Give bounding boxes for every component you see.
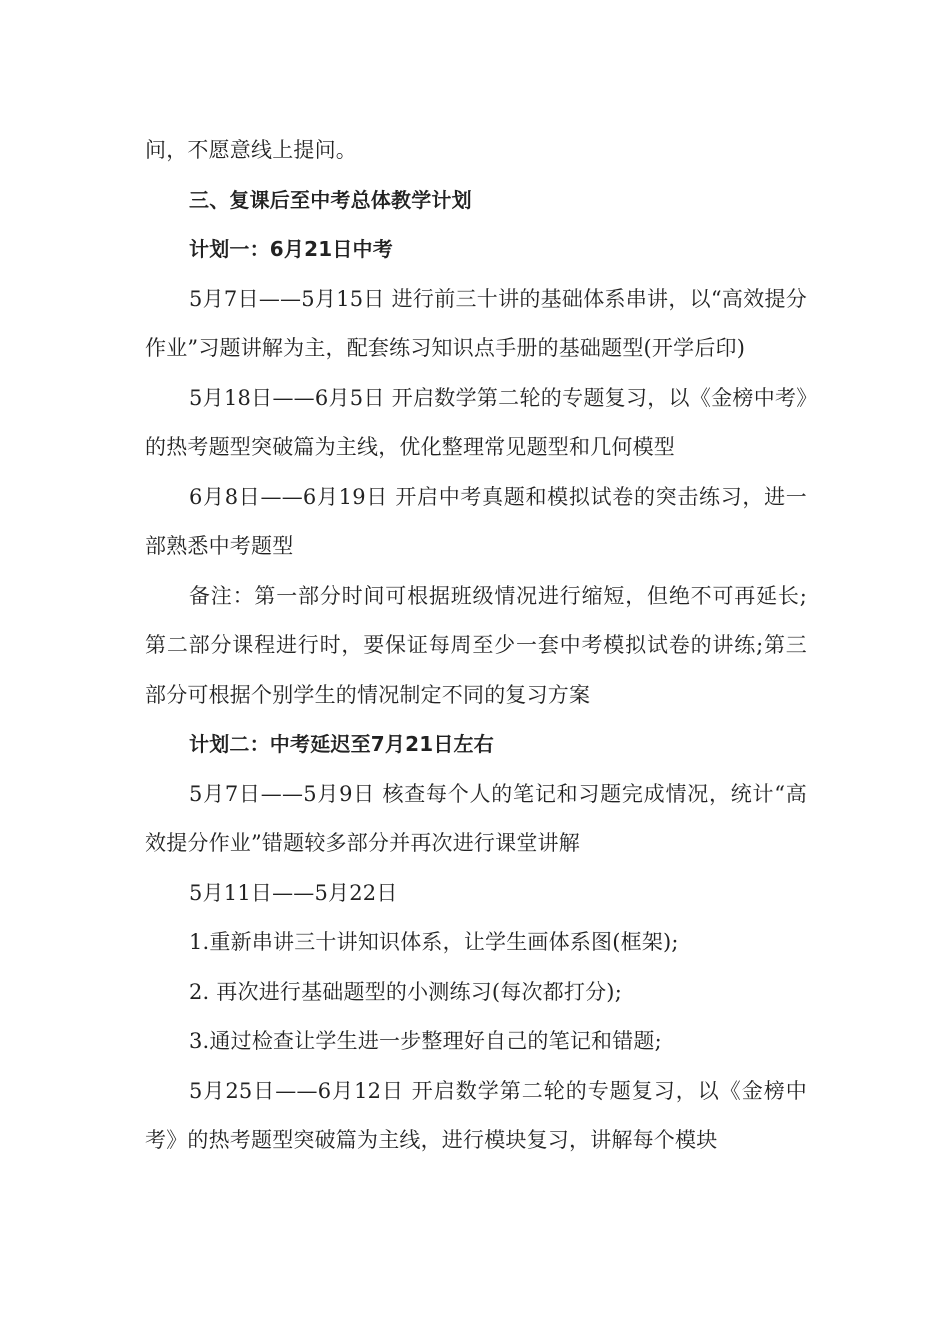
- plan-two-phase-one: 5月7日——5月9日 核查每个人的笔记和习题完成情况，统计“高效提分作业”错题较多部分并再次进行课堂讲解: [145, 781, 807, 855]
- section-heading: 三、复课后至中考总体教学计划: [189, 187, 472, 212]
- plan-two-list-item-1: 1.重新串讲三十讲知识体系，让学生画体系图(框架);: [189, 930, 679, 954]
- plan-two-list-item-3: 3.通过检查让学生进一步整理好自己的笔记和错题;: [189, 1029, 662, 1053]
- plan-one-note: 备注：第一部分时间可根据班级情况进行缩短，但绝不可再延长;第二部分课程进行时，要保证每周至少一套中考模拟试卷的讲练;第三部分可根据个别学生的情况制定不同的复习方案: [145, 583, 807, 707]
- plan-two-heading: 计划二：中考延迟至7月21日左右: [189, 732, 494, 756]
- plan-one-heading: 计划一：6月21日中考: [189, 237, 393, 261]
- plan-two-phase-two-dates: 5月11日——5月22日: [189, 880, 398, 905]
- plan-one-phase-three: 6月8日——6月19日 开启中考真题和模拟试卷的突击练习，进一部熟悉中考题型: [145, 484, 807, 558]
- paragraph-continuation: 问，不愿意线上提问。: [145, 138, 357, 162]
- plan-two-list-item-2: 2. 再次进行基础题型的小测练习(每次都打分);: [189, 979, 622, 1004]
- plan-one-phase-two: 5月18日——6月5日 开启数学第二轮的专题复习，以《金榜中考》的热考题型突破篇为主线，优化整理常见题型和几何模型: [145, 385, 807, 459]
- plan-two-phase-three: 5月25日——6月12日 开启数学第二轮的专题复习，以《金榜中考》的热考题型突破篇为主线，进行模块复习，讲解每个模块: [145, 1078, 807, 1152]
- plan-one-phase-one: 5月7日——5月15日 进行前三十讲的基础体系串讲，以“高效提分作业”习题讲解为主，配套练习知识点手册的基础题型(开学后印): [145, 286, 807, 360]
- document-body: [145, 126, 807, 1166]
